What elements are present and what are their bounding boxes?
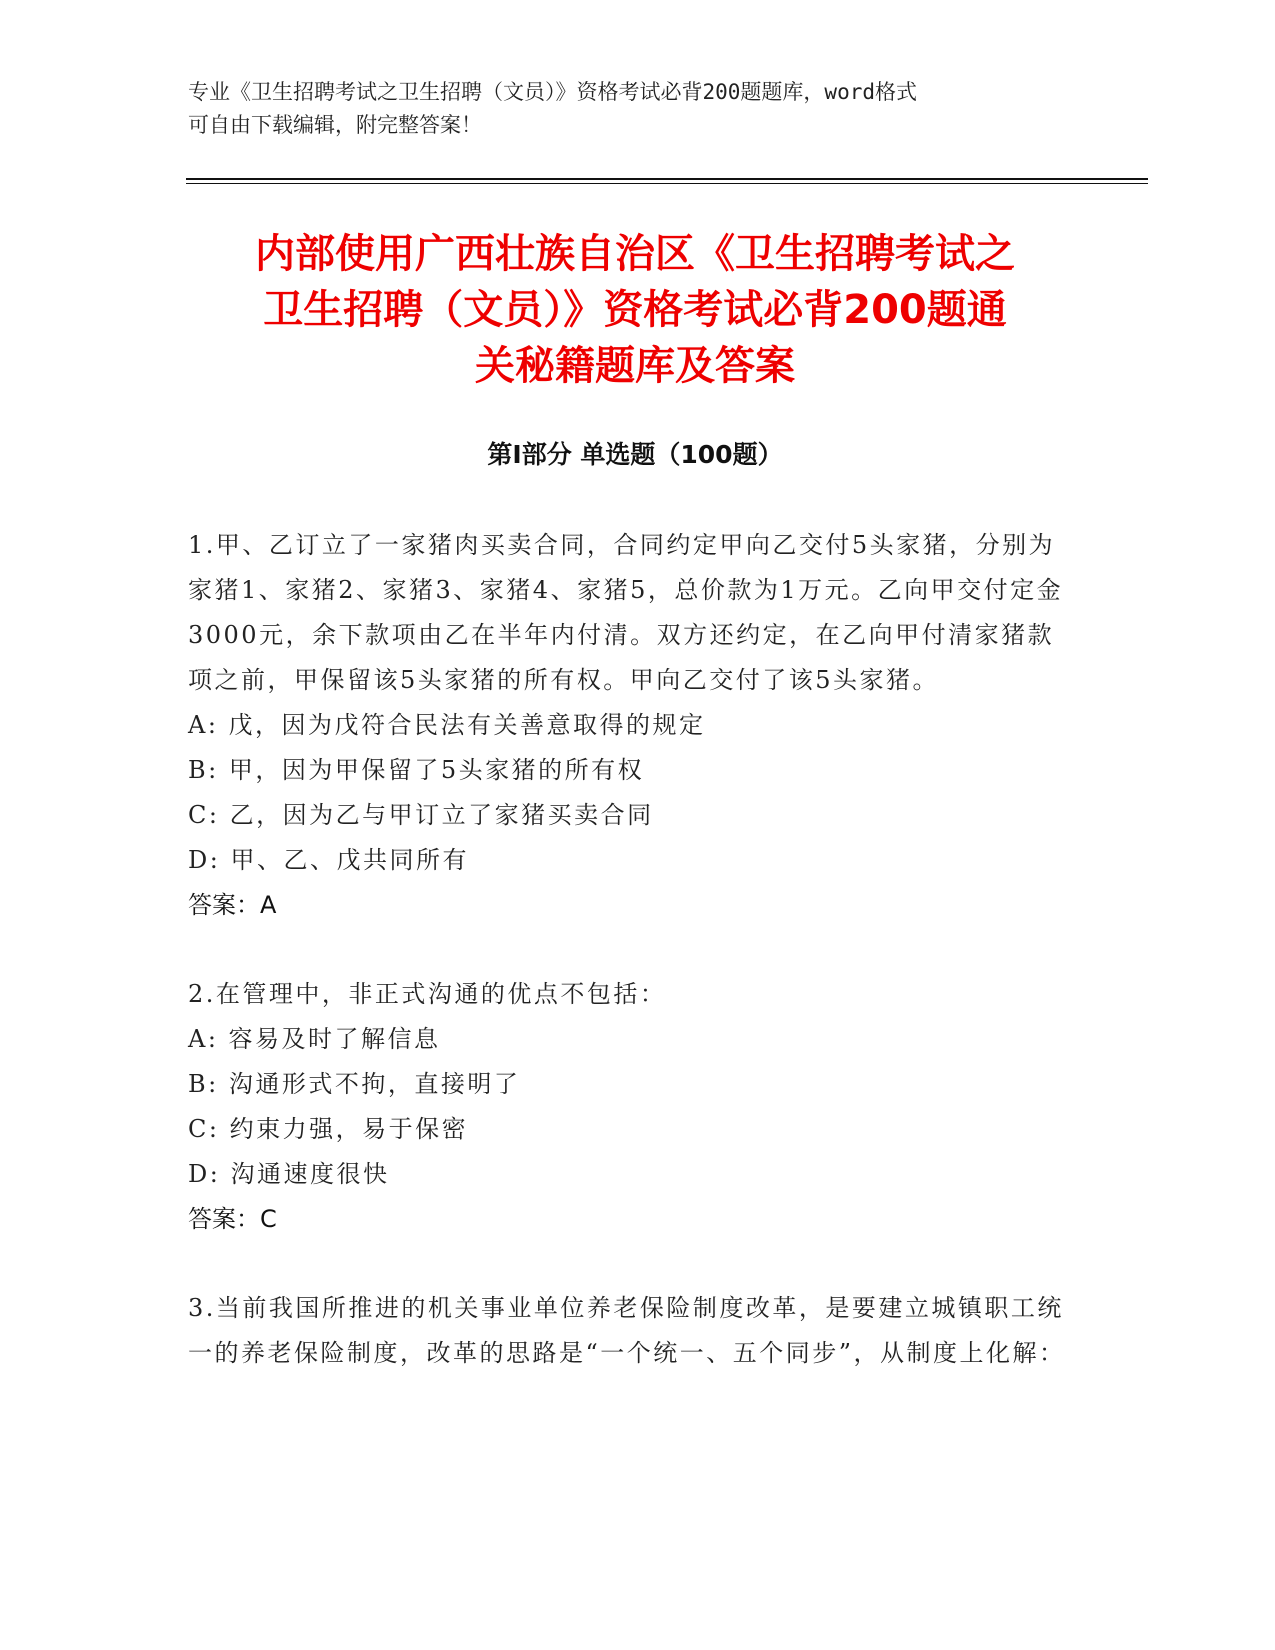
header-divider: [186, 178, 1148, 184]
option-d: D: 甲、乙、戊共同所有: [188, 846, 469, 874]
answer: 答案：C: [188, 1205, 277, 1233]
question-stem: 3.当前我国所推进的机关事业单位养老保险制度改革，是要建立城镇职工统一的养老保险制度，改革的思路是“一个统一、五个同步”，从制度上化解：: [188, 1294, 1066, 1367]
header-note-line-2: 可自由下载编辑，附完整答案！: [188, 113, 482, 137]
question-stem: 2.在管理中，非正式沟通的优点不包括：: [188, 980, 667, 1008]
question-3: [188, 1286, 1078, 1376]
header-note: [188, 76, 1068, 142]
document-title: [180, 226, 1090, 394]
question-2: [188, 972, 1078, 1242]
option-a: A: 容易及时了解信息: [188, 1025, 441, 1053]
answer: 答案：A: [188, 891, 277, 919]
question-1: [188, 523, 1078, 928]
section-heading: 第Ⅰ部分 单选题（100题）: [487, 440, 783, 469]
document-title-line-1: 内部使用广西壮族自治区《卫生招聘考试之: [255, 231, 1015, 277]
question-stem: 1.甲、乙订立了一家猪肉买卖合同，合同约定甲向乙交付5头家猪，分别为家猪1、家猪2、家猪3、家猪4、家猪5，总价款为1万元。乙向甲交付定金3000元，余下款项由乙在半年内付清。双方还约定，在乙向甲付清家猪款项之前，甲保留该5头家猪的所有权。甲向乙交付了该5头家猪。: [188, 531, 1064, 694]
option-d: D: 沟通速度很快: [188, 1160, 390, 1188]
option-b: B: 甲，因为甲保留了5头家猪的所有权: [188, 756, 645, 784]
option-c: C: 约束力强，易于保密: [188, 1115, 469, 1143]
option-a: A: 戊，因为戊符合民法有关善意取得的规定: [188, 711, 706, 739]
option-b: B: 沟通形式不拘，直接明了: [188, 1070, 521, 1098]
document-title-line-3: 关秘籍题库及答案: [475, 343, 795, 389]
option-c: C: 乙，因为乙与甲订立了家猪买卖合同: [188, 801, 654, 829]
question-list: [188, 523, 1078, 1420]
document-title-line-2: 卫生招聘（文员）》资格考试必背200题通: [263, 287, 1007, 333]
header-note-line-1: 专业《卫生招聘考试之卫生招聘（文员）》资格考试必背200题题库，word格式: [188, 80, 917, 104]
